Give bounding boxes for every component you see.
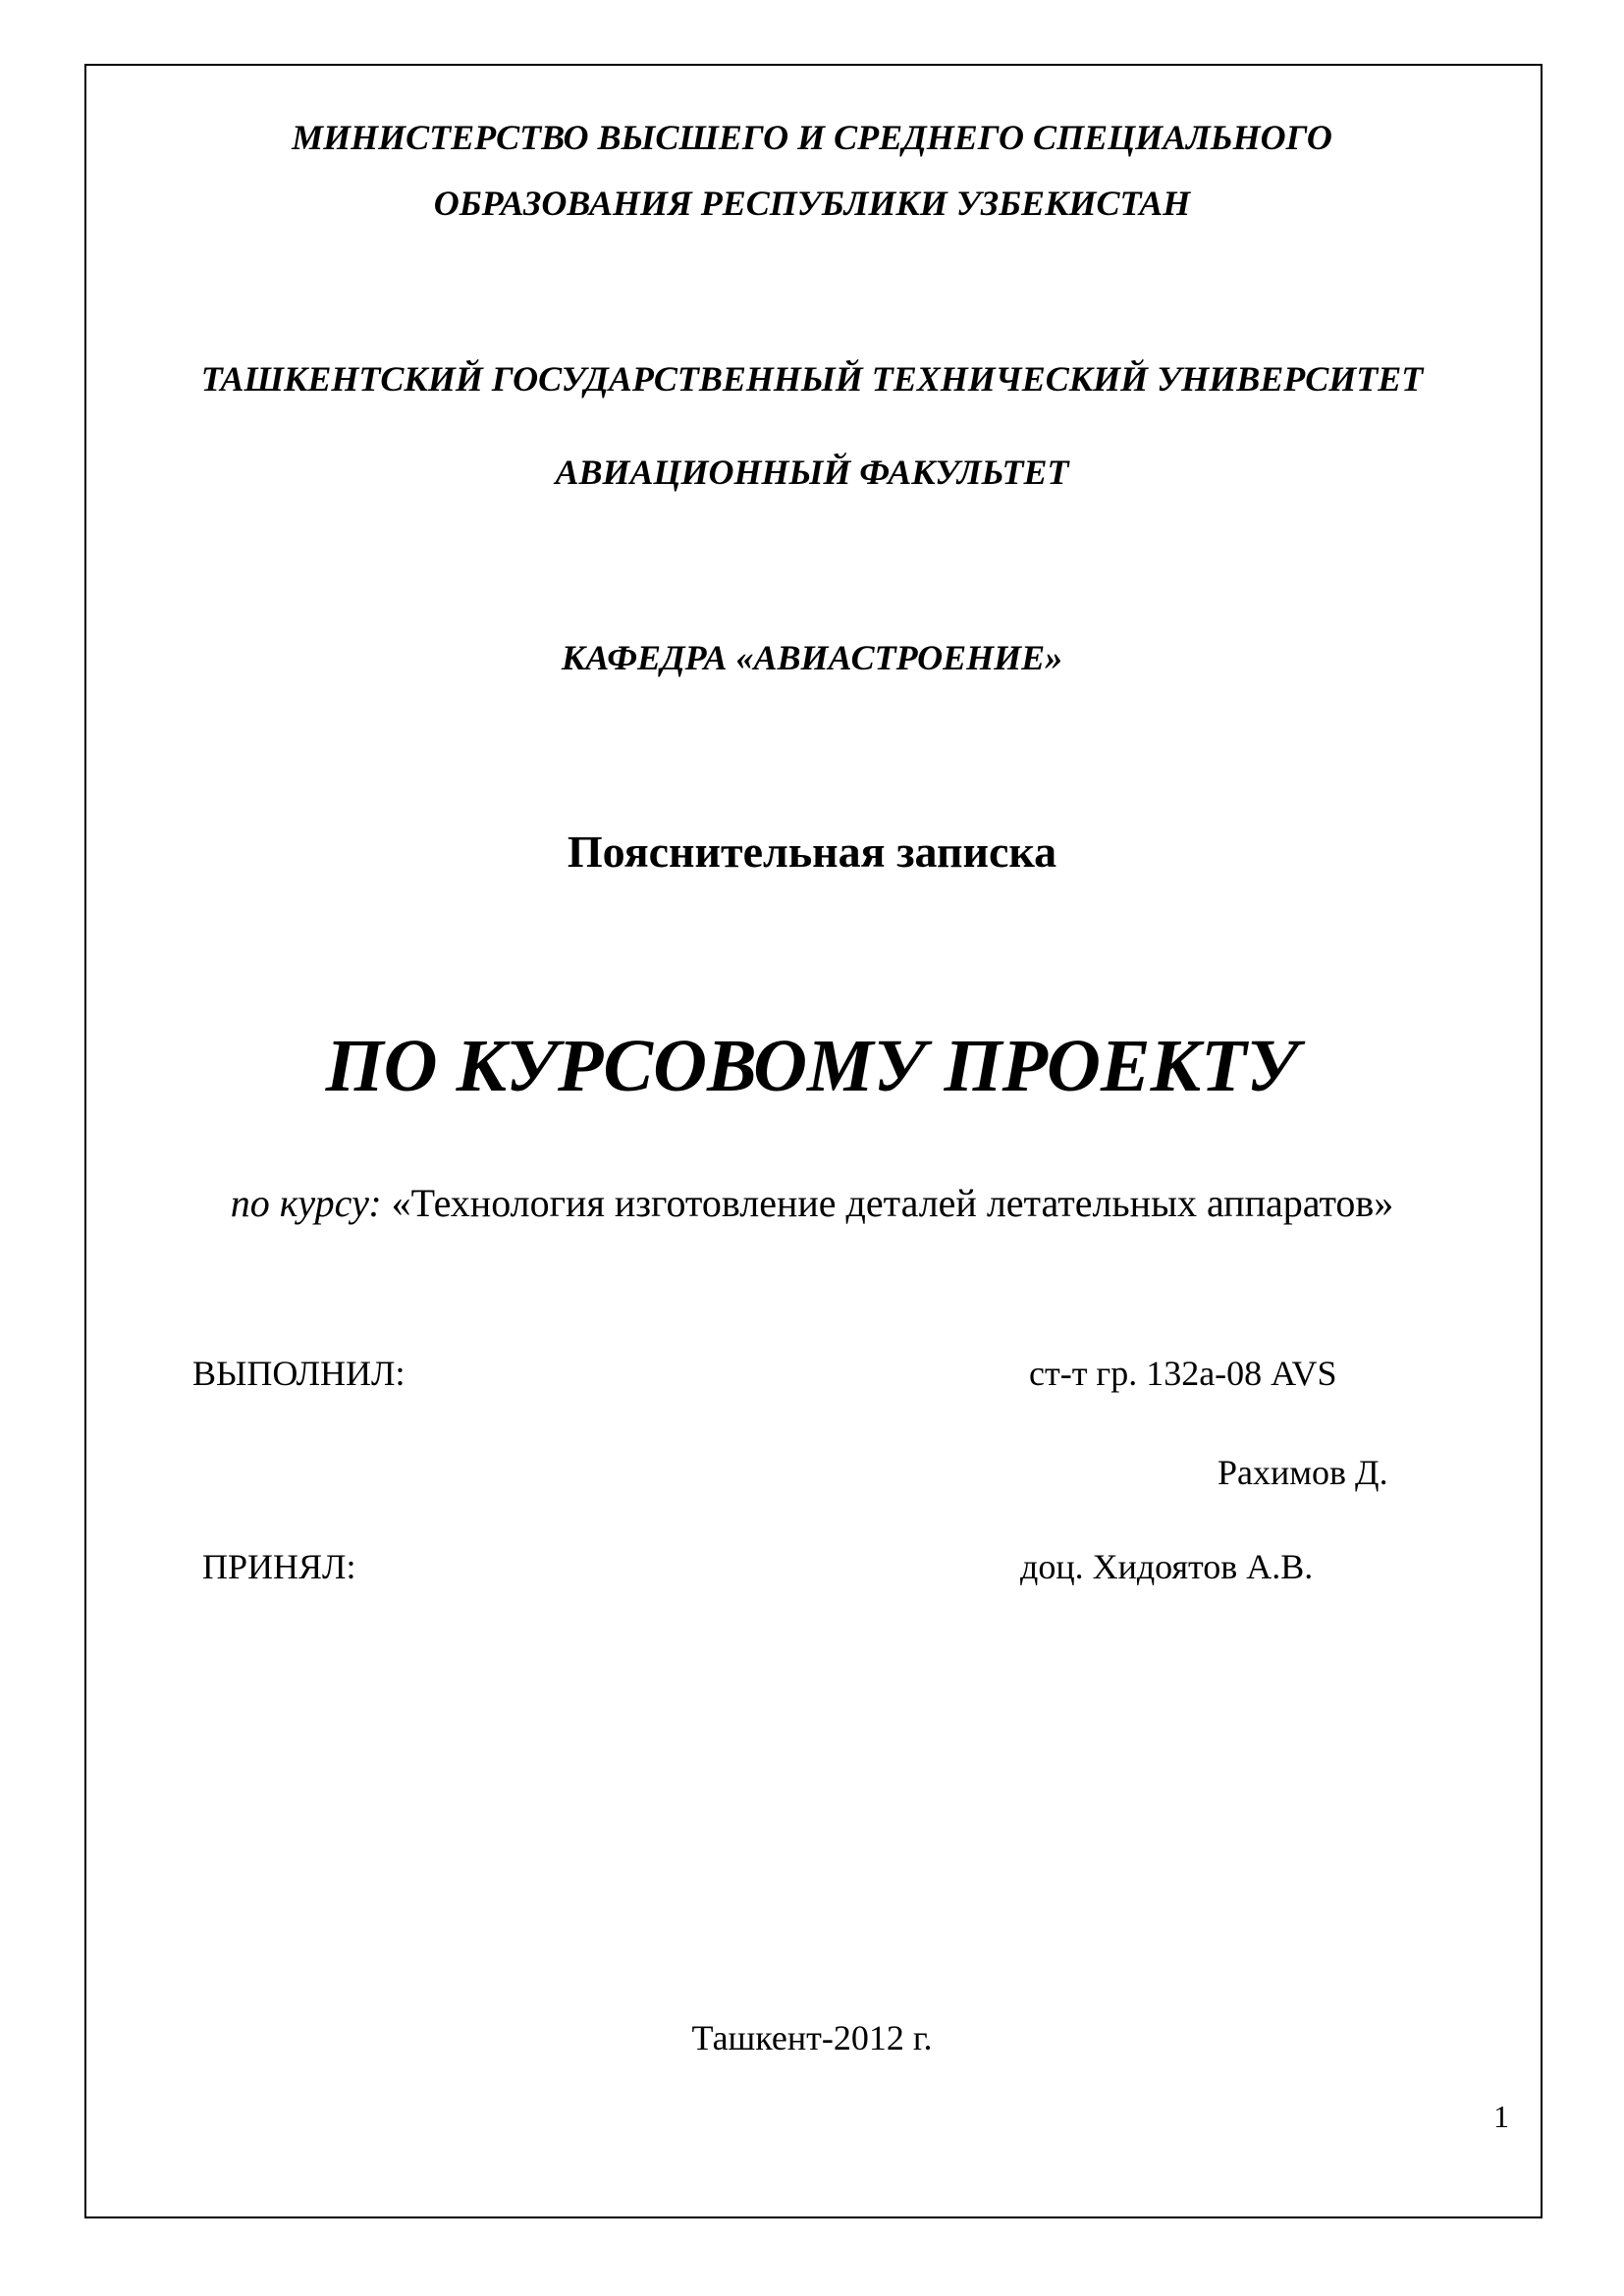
department-name: КАФЕДРА «АВИАСТРОЕНИЕ»: [561, 638, 1063, 677]
ministry-name-line-2: ОБРАЗОВАНИЯ РЕСПУБЛИКИ УЗБЕКИСТАН: [433, 184, 1191, 223]
performed-by-label: ВЫПОЛНИЛ:: [192, 1354, 406, 1393]
student-name: Рахимов Д.: [1218, 1453, 1388, 1492]
teacher-name: доц. Хидоятов А.В.: [1020, 1547, 1314, 1586]
ministry-name-line-1: МИНИСТЕРСТВО ВЫСШЕГО И СРЕДНЕГО СПЕЦИАЛЬНОГО: [292, 118, 1332, 157]
course-prefix: по курсу:: [230, 1181, 382, 1225]
project-title: ПО КУРСОВОМУ ПРОЕКТУ: [325, 1025, 1299, 1107]
university-name: ТАШКЕНТСКИЙ ГОСУДАРСТВЕННЫЙ ТЕХНИЧЕСКИЙ УНИВЕРСИТЕТ: [200, 359, 1424, 399]
document-type: Пояснительная записка: [567, 827, 1057, 877]
student-group: ст-т гр. 132а-08 AVS: [1029, 1354, 1337, 1393]
page-number: 1: [1493, 2099, 1509, 2134]
faculty-name: АВИАЦИОННЫЙ ФАКУЛЬТЕТ: [555, 453, 1069, 492]
accepted-by-label: ПРИНЯЛ:: [202, 1547, 356, 1586]
course-name: «Технология изготовление деталей летательных аппаратов»: [381, 1181, 1394, 1225]
course-line: [0, 1181, 1624, 1225]
city-year: Ташкент-2012 г.: [691, 2018, 933, 2057]
